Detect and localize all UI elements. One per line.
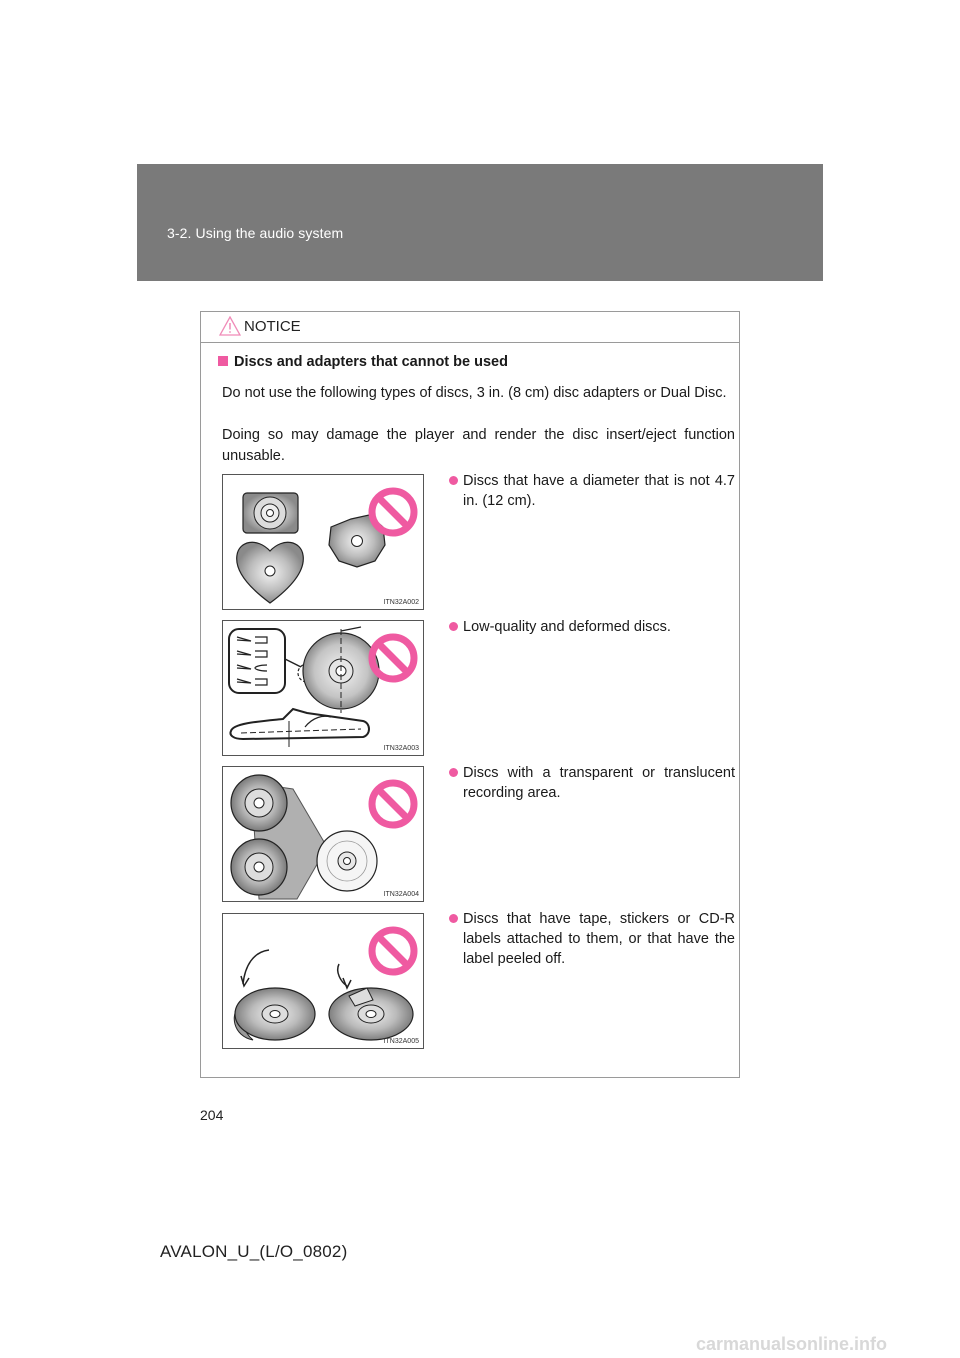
prohibited-icon (372, 930, 414, 972)
figure-code: ITN32A003 (383, 745, 419, 752)
figure-code: ITN32A005 (383, 1038, 419, 1045)
bullet-item-4 (463, 909, 735, 969)
paragraph-1: Do not use the following types of discs, 3 in. (8 cm) disc adapters or Dual Disc. (222, 385, 727, 401)
document-code: AVALON_U_(L/O_0802) (160, 1242, 348, 1261)
prohibited-icon (372, 637, 414, 679)
bullet-item-2 (463, 617, 735, 637)
taped-discs-illustration (223, 914, 423, 1048)
prohibited-icon (372, 783, 414, 825)
figure-deformed-discs (222, 620, 424, 756)
site-watermark: carmanualsonline.info (696, 1334, 888, 1354)
prohibited-icon (372, 491, 414, 533)
deformed-discs-illustration (223, 621, 423, 755)
bullet-dot-icon (449, 914, 458, 923)
bullet-item-text: Discs that have a diameter that is not 4.7 in. (12 cm). (463, 473, 735, 509)
bullet-item-text: Discs with a transparent or translucent recording area. (463, 765, 735, 801)
notice-title: NOTICE (244, 318, 301, 335)
bullet-item-text: Low-quality and deformed discs. (463, 619, 671, 635)
paragraph-2: Doing so may damage the player and render the disc insert/eject function unusable. (222, 427, 735, 464)
transparent-discs-illustration (223, 767, 423, 901)
figure-labeled-discs (222, 913, 424, 1049)
bullet-dot-icon (449, 476, 458, 485)
bullet-item-1 (463, 471, 735, 511)
square-bullet-icon (218, 356, 228, 366)
figure-code: ITN32A004 (383, 891, 419, 898)
notice-box (200, 311, 740, 1078)
bullet-item-3 (463, 763, 735, 803)
warning-triangle-icon (219, 316, 241, 336)
figure-odd-diameter-discs (222, 474, 424, 610)
figure-code: ITN32A002 (383, 599, 419, 606)
subheading (218, 354, 508, 370)
bullet-dot-icon (449, 622, 458, 631)
header-band (137, 164, 823, 281)
notice-header (201, 312, 739, 343)
bullet-item-text: Discs that have tape, stickers or CD-R labels attached to them, or that have the label peeled off. (463, 911, 735, 967)
subheading-text: Discs and adapters that cannot be used (234, 354, 508, 370)
bullet-dot-icon (449, 768, 458, 777)
page-number: 204 (200, 1107, 224, 1123)
figure-transparent-discs (222, 766, 424, 902)
section-title: 3-2. Using the audio system (167, 225, 344, 241)
odd-shaped-discs-illustration (223, 475, 423, 609)
